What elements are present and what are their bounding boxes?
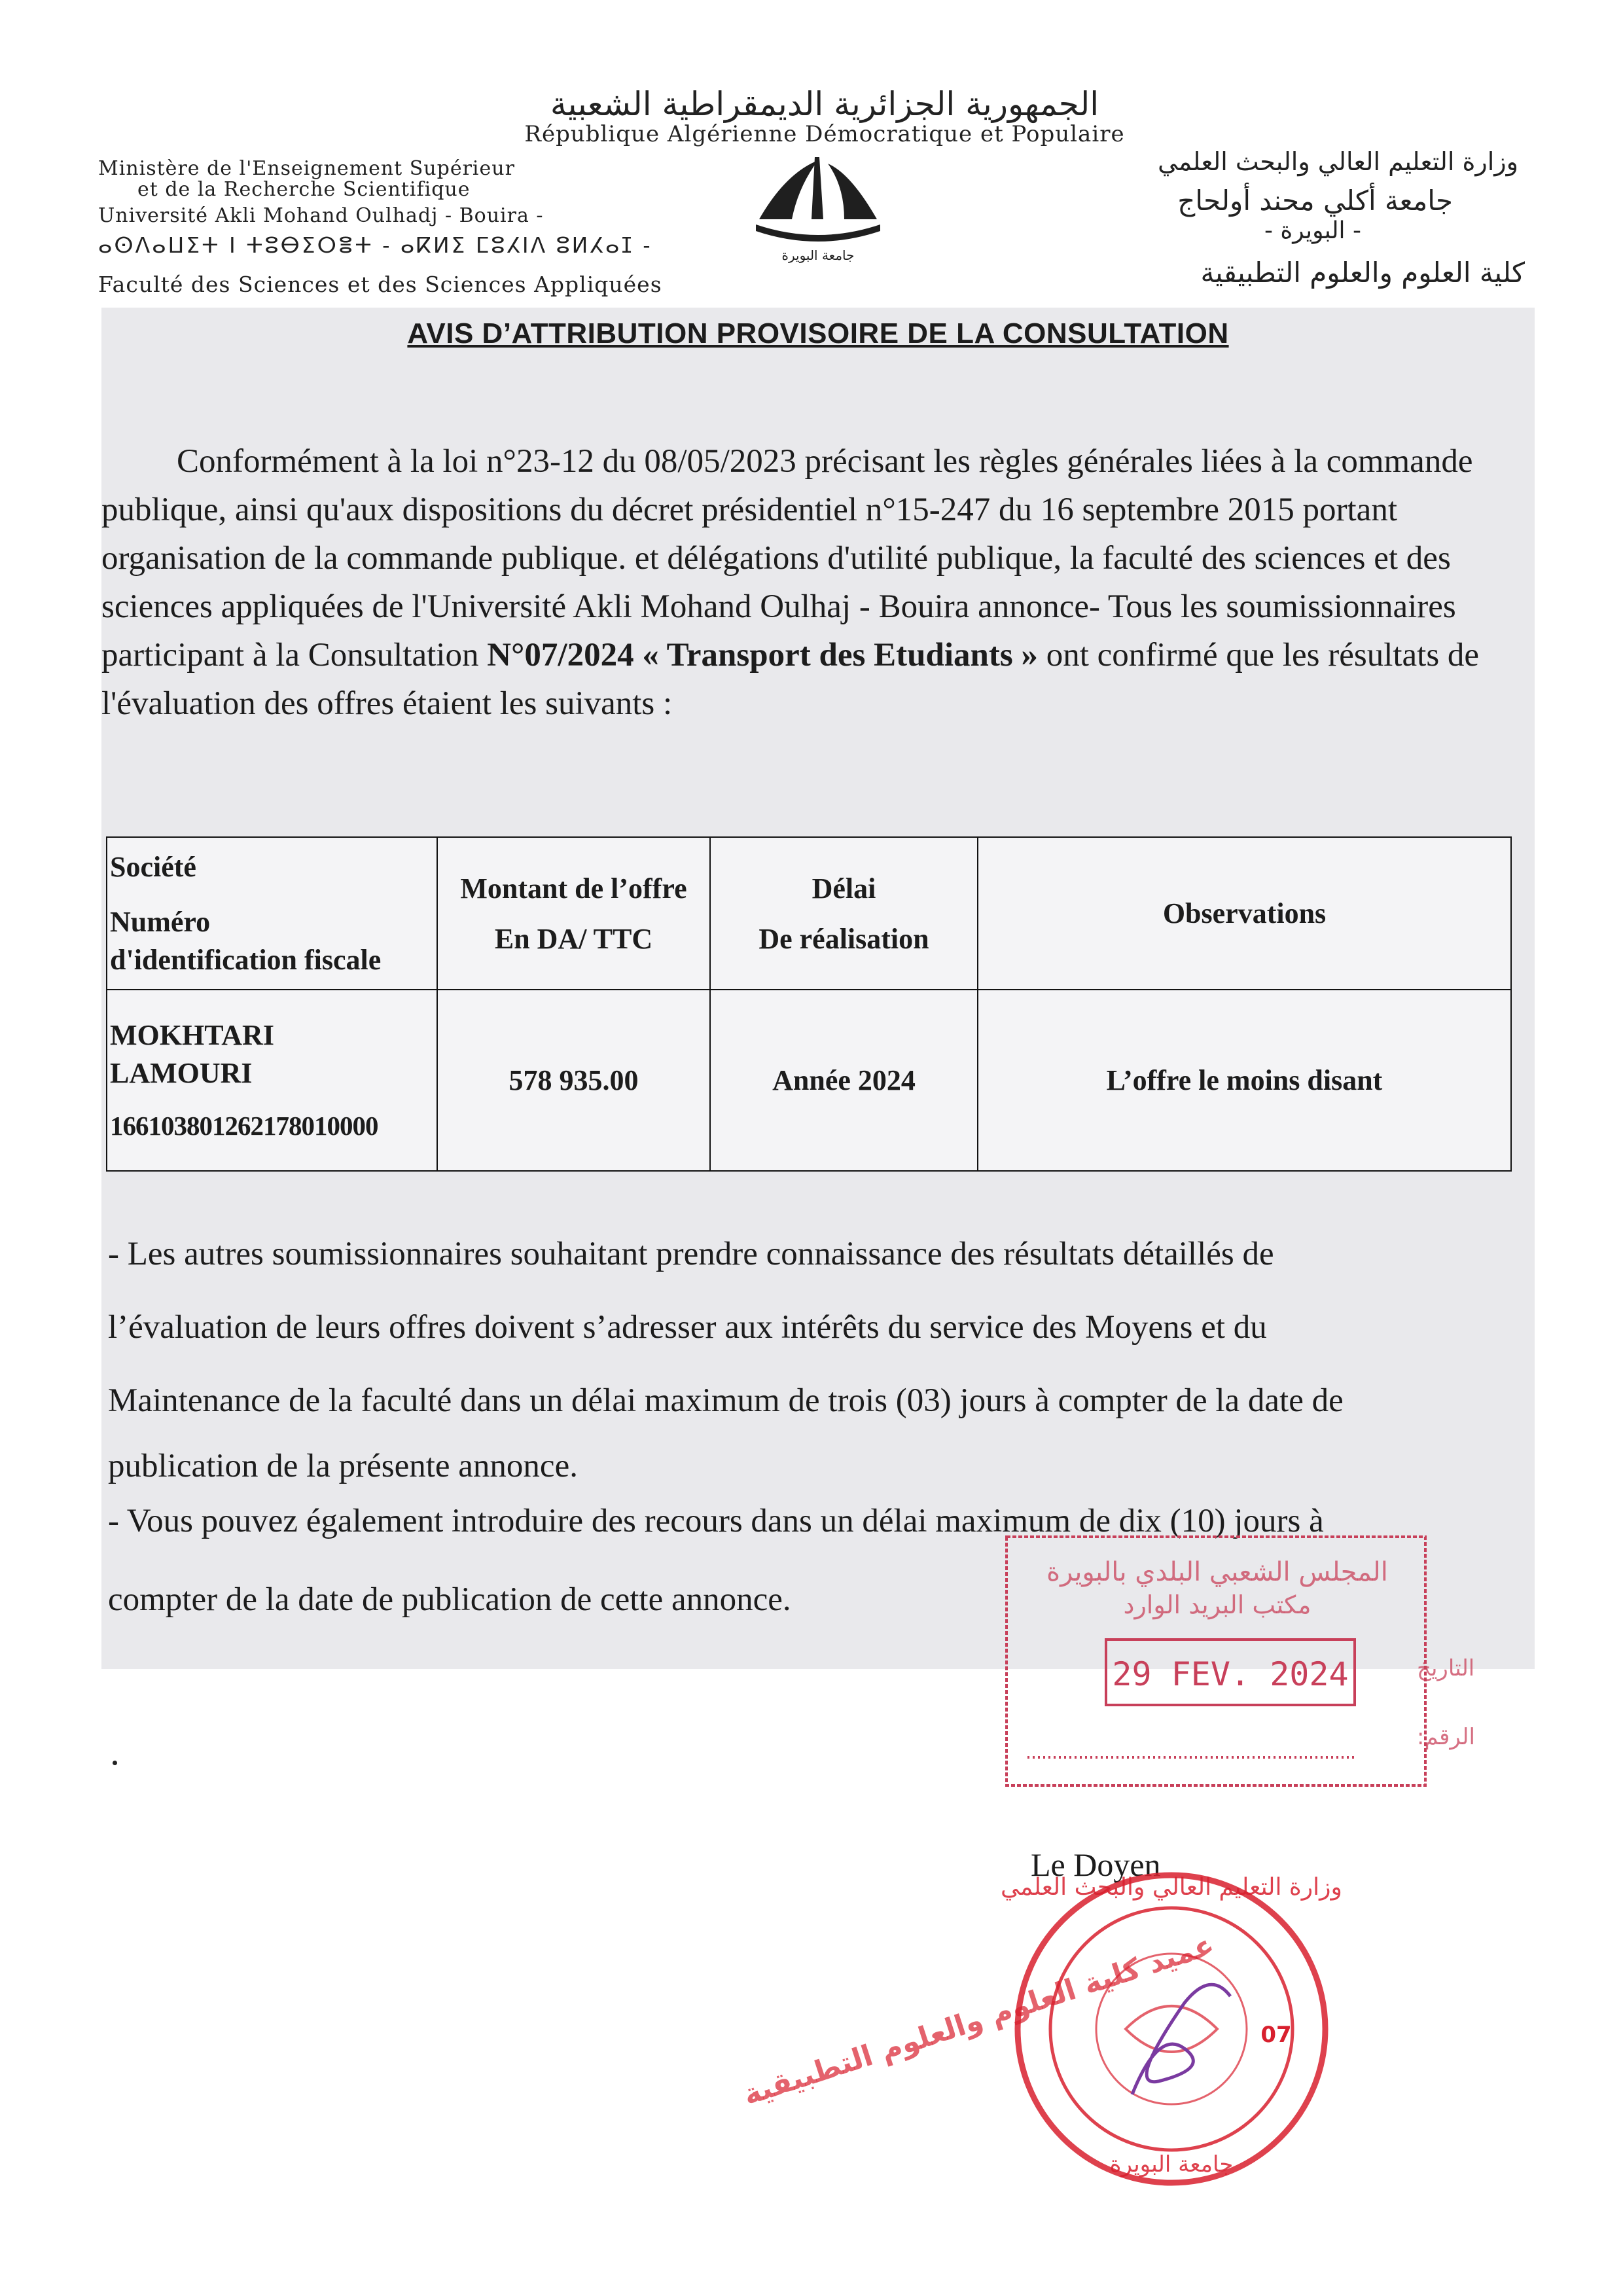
note-line-4: publication de la présente annonce. [108,1448,578,1484]
header-nif-label-2: d'identification fiscale [110,943,382,976]
header-fr-ministry-line1: Ministère de l'Enseignement Supérieur [98,157,515,180]
results-table [106,836,1512,1172]
company-name-1: MOKHTARI [110,1018,274,1051]
consultation-reference: N°07/2024 « Transport des Etudiants » [487,637,1038,673]
header-tifinagh-university: ⴰⵙⴷⴰⵡⵉⵜ ⵏ ⵜⵓⴱⵉⵔⴻⵜ - ⴰⴽⵍⵉ ⵎⵓⵃⵏⴷ ⵓⵍⵃⴰⵊ - [98,232,652,258]
seal-code: 07 [1260,2022,1292,2048]
header-nif-label-1: Numéro [110,905,211,938]
signer-title: Le Doyen [1031,1846,1161,1883]
note-line-6: compter de la date de publication de cette annonce. [108,1581,791,1618]
note-line-1: - Les autres soumissionnaires souhaitant prendre connaissance des résultats détaillés de [108,1236,1274,1272]
header-fr-ministry-line2: et de la Recherche Scientifique [137,178,471,201]
stamp-date: 29 FEV. 2024 [1112,1655,1349,1693]
cell-company [107,990,437,1171]
stamp-line-2: مكتب البريد الوارد [1123,1590,1311,1619]
header-company-label: Société [110,850,196,883]
company-nif: 166103801262178010000 [110,1110,378,1141]
logo-caption: جامعة البويرة [781,247,855,263]
stamp-number-label: الرقم: [1417,1724,1475,1750]
intro-text-start: Conformément à la loi n°23-12 du 08/05/2023 précisant les règles générales liées à la commande publique, ainsi qu'aux dispositions du décret présidentiel n°15-247 du 16 septembre 2015 portant organisation de la commande publique. et délégations d'utilité publique, la faculté des sciences et des sciences appliquées de l'Université Akli Mohand Oulhaj - Bouira annonce- Tous les soumissionnaires participant à la Consultation [101,443,1473,673]
seal-signature-text: عميد كلية العلوم والعلوم التطبيقية [739,1928,1219,2112]
note-line-5: - Vous pouvez également introduire des recours dans un délai maximum de dix (10) jours à [108,1503,1324,1539]
document-title: AVIS D’ATTRIBUTION PROVISOIRE DE LA CONSULTATION [407,317,1229,350]
note-line-3: Maintenance de la faculté dans un délai maximum de trois (03) jours à compter de la date de [108,1382,1344,1419]
header-fr-faculty: Faculté des Sciences et des Sciences Appliquées [98,272,662,297]
table-row [107,990,1511,1171]
seal-outer-text: وزارة التعليم العالي والبحث العلمي [1001,1874,1342,1901]
header-delay-label-2: De réalisation [758,922,929,955]
header-ar-university: جامعة أكلي محند أولحاج [1177,185,1453,217]
intro-text-end: ont confirmé que les résultats de l'évaluation des offres étaient les suivants : [101,637,1480,722]
header-ar-faculty: كلية العلوم والعلوم التطبيقية [1200,257,1525,289]
table-header-row [107,837,1511,990]
cell-amount: 578 935.00 [437,990,710,1171]
university-logo-icon [746,147,890,265]
signature-scribble-icon [1132,1984,1230,2094]
header-fr-republic: République Algérienne Démocratique et Populaire [524,121,1125,147]
header-ar-ministry: وزارة التعليم العالي والبحث العلمي [1158,147,1518,176]
faculty-seal [739,1833,1342,2238]
header-amount [437,837,710,990]
stray-mark [113,1761,117,1765]
cell-observation: L’offre le moins disant [978,990,1511,1171]
header-delay [710,837,978,990]
header-amount-label-2: En DA/ TTC [494,922,653,955]
header-ar-republic: الجمهورية الجزائرية الديمقراطية الشعبية [550,85,1099,123]
stamp-date-label: التاريخ [1417,1655,1475,1681]
header-ar-city: - البويرة - [1264,217,1361,244]
header-fr-university: Université Akli Mohand Oulhadj - Bouira - [98,204,544,227]
cell-delay: Année 2024 [710,990,978,1171]
header-delay-label-1: Délai [812,872,876,905]
stamp-line-1: المجلس الشعبي البلدي بالبويرة [1046,1557,1388,1587]
header-observations: Observations [978,837,1511,990]
header-amount-label-1: Montant de l’offre [460,872,687,905]
received-mail-stamp [1001,1532,1475,1793]
intro-paragraph [101,437,1495,728]
seal-inner-text: جامعة البويرة [1109,2151,1234,2178]
company-name-2: LAMOURI [110,1056,253,1089]
header-company [107,837,437,990]
note-line-2: l’évaluation de leurs offres doivent s’adresser aux intérêts du service des Moyens et du [108,1309,1267,1346]
